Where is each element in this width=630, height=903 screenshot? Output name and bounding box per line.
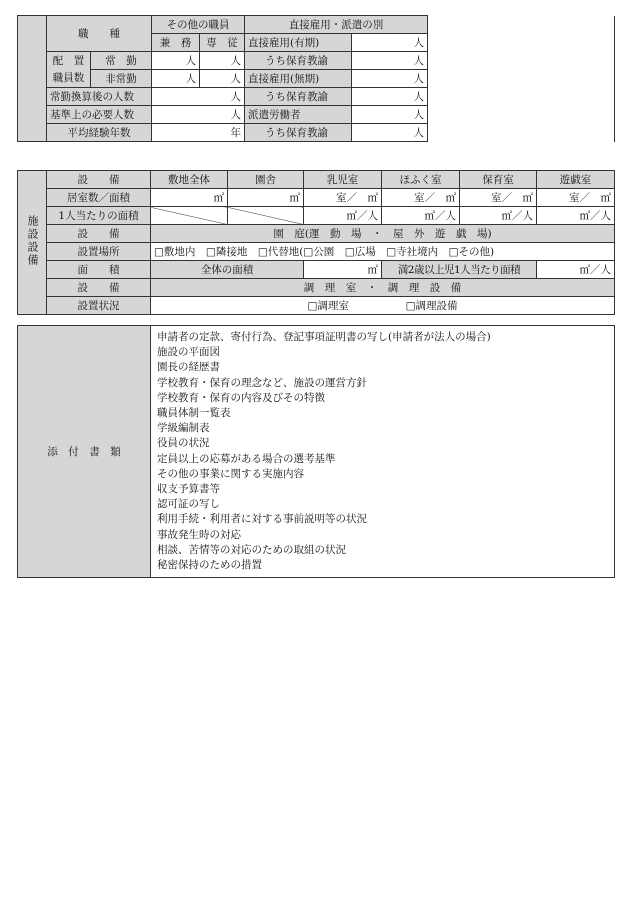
building-per-person-na <box>228 207 304 225</box>
list-item: 秘密保持のための措置 <box>157 559 262 572</box>
kenmu-header: 兼 務 <box>152 34 200 52</box>
nursery-teacher-label-1: うち保育教諭 <box>245 52 352 70</box>
nursery-teacher-value-1[interactable]: 人 <box>352 52 428 70</box>
staff-side-cell <box>18 16 47 142</box>
rooms-area-label: 居室数／面積 <box>47 189 151 207</box>
list-item: 相談、苦情等の対応のための取組の状況 <box>157 543 346 556</box>
facility-side-label: 施設設備 <box>18 171 47 315</box>
crawl-per-person-value[interactable]: ㎡／人 <box>382 207 460 225</box>
total-area-label: 全体の面積 <box>151 261 304 279</box>
fulltime-senju-value[interactable]: 人 <box>200 52 245 70</box>
dispatch-value[interactable]: 人 <box>352 106 428 124</box>
over2-area-value[interactable]: ㎡／人 <box>537 261 615 279</box>
avg-experience-label: 平均経験年数 <box>47 124 152 142</box>
list-item: 職員体制一覧表 <box>157 407 231 420</box>
required-label: 基準上の必要人数 <box>47 106 152 124</box>
required-value[interactable]: 人 <box>152 106 245 124</box>
employment-type-header: 直接雇用・派遣の別 <box>245 16 428 34</box>
dispatch-label: 派遣労働者 <box>245 106 352 124</box>
garden-header: 園 庭(運 動 場 ・ 屋 外 遊 戯 場) <box>151 225 615 243</box>
list-item: 学校教育・保育の内容及びその特徴 <box>157 391 325 404</box>
list-item: 利用手続・利用者に対する事前説明等の状況 <box>157 513 367 526</box>
nursery-per-person-value[interactable]: ㎡／人 <box>460 207 537 225</box>
parttime-label: 非常勤 <box>91 70 152 88</box>
attachments-list <box>151 326 615 578</box>
senju-header: 専 従 <box>200 34 245 52</box>
equipment-header-2: 設 備 <box>47 225 151 243</box>
site-area-value[interactable]: ㎡ <box>151 189 228 207</box>
list-item: 役員の状況 <box>157 437 210 450</box>
playroom-value[interactable]: 室／ ㎡ <box>537 189 615 207</box>
nursery-teacher-value-2[interactable]: 人 <box>352 88 428 106</box>
list-item: 園長の経歴書 <box>157 361 220 374</box>
kitchen-equipment-checkbox[interactable]: □調理設備 <box>405 299 458 312</box>
col-nursery-room: 保育室 <box>460 171 537 189</box>
col-site: 敷地全体 <box>151 171 228 189</box>
list-item: その他の事業に関する実施内容 <box>157 467 304 480</box>
direct-unfixed-label: 直接雇用(無期) <box>245 70 352 88</box>
list-item: 収支予算書等 <box>157 483 220 496</box>
kitchen-header: 調 理 室 ・ 調 理 設 備 <box>151 279 615 297</box>
attachments-table <box>17 325 615 578</box>
parttime-kenmu-value[interactable]: 人 <box>152 70 200 88</box>
occupation-label: 職 種 <box>47 16 152 52</box>
other-staff-header: その他の職員 <box>152 16 245 34</box>
list-item: 申請者の定款、寄付行為、登記事項証明書の写し(申請者が法人の場合) <box>157 331 491 343</box>
kitchen-status-options[interactable] <box>151 297 615 315</box>
fte-value[interactable]: 人 <box>152 88 245 106</box>
building-area-value[interactable]: ㎡ <box>228 189 304 207</box>
list-item: 認可証の写し <box>157 498 220 511</box>
location-label: 設置場所 <box>47 243 151 261</box>
status-label: 設置状況 <box>47 297 151 315</box>
col-building: 園舎 <box>228 171 304 189</box>
facility-table <box>17 170 615 315</box>
parttime-senju-value[interactable]: 人 <box>200 70 245 88</box>
kitchen-room-checkbox[interactable]: □調理室 <box>307 299 349 312</box>
site-per-person-na <box>151 207 228 225</box>
fulltime-label: 常 勤 <box>91 52 152 70</box>
staff-table <box>17 15 615 142</box>
equipment-header-3: 設 備 <box>47 279 151 297</box>
direct-fixed-label: 直接雇用(有期) <box>245 34 352 52</box>
total-area-value[interactable]: ㎡ <box>304 261 382 279</box>
playroom-per-person-value[interactable]: ㎡／人 <box>537 207 615 225</box>
col-infant-room: 乳児室 <box>304 171 382 189</box>
nursery-teacher-label-2: うち保育教諭 <box>245 88 352 106</box>
col-crawl-room: ほふく室 <box>382 171 460 189</box>
nursery-teacher-value-3[interactable]: 人 <box>352 124 428 142</box>
col-playroom: 遊戯室 <box>537 171 615 189</box>
location-options[interactable]: □敷地内 □隣接地 □代替地(□公園 □広場 □寺社境内 □その他) <box>151 243 615 261</box>
attachments-label: 添 付 書 類 <box>18 326 151 578</box>
over2-area-label: 満2歳以上児1人当たり面積 <box>382 261 537 279</box>
list-item: 学級編制表 <box>157 422 210 435</box>
direct-unfixed-value[interactable]: 人 <box>352 70 428 88</box>
infant-room-value[interactable]: 室／ ㎡ <box>304 189 382 207</box>
area-label: 面 積 <box>47 261 151 279</box>
fulltime-kenmu-value[interactable]: 人 <box>152 52 200 70</box>
list-item: 定員以上の応募がある場合の選考基準 <box>157 452 336 465</box>
infant-per-person-value[interactable]: ㎡／人 <box>304 207 382 225</box>
avg-experience-value[interactable]: 年 <box>152 124 245 142</box>
direct-fixed-value[interactable]: 人 <box>352 34 428 52</box>
assigned-staff-label: 配 置 職員数 <box>47 52 91 88</box>
nursery-room-value[interactable]: 室／ ㎡ <box>460 189 537 207</box>
fte-label: 常勤換算後の人数 <box>47 88 152 106</box>
per-person-label: 1人当たりの面積 <box>47 207 151 225</box>
crawl-room-value[interactable]: 室／ ㎡ <box>382 189 460 207</box>
list-item: 事故発生時の対応 <box>157 528 241 541</box>
list-item: 施設の平面図 <box>157 346 220 359</box>
equipment-header-1: 設 備 <box>47 171 151 189</box>
nursery-teacher-label-3: うち保育教諭 <box>245 124 352 142</box>
list-item: 学校教育・保育の理念など、施設の運営方針 <box>157 376 367 389</box>
